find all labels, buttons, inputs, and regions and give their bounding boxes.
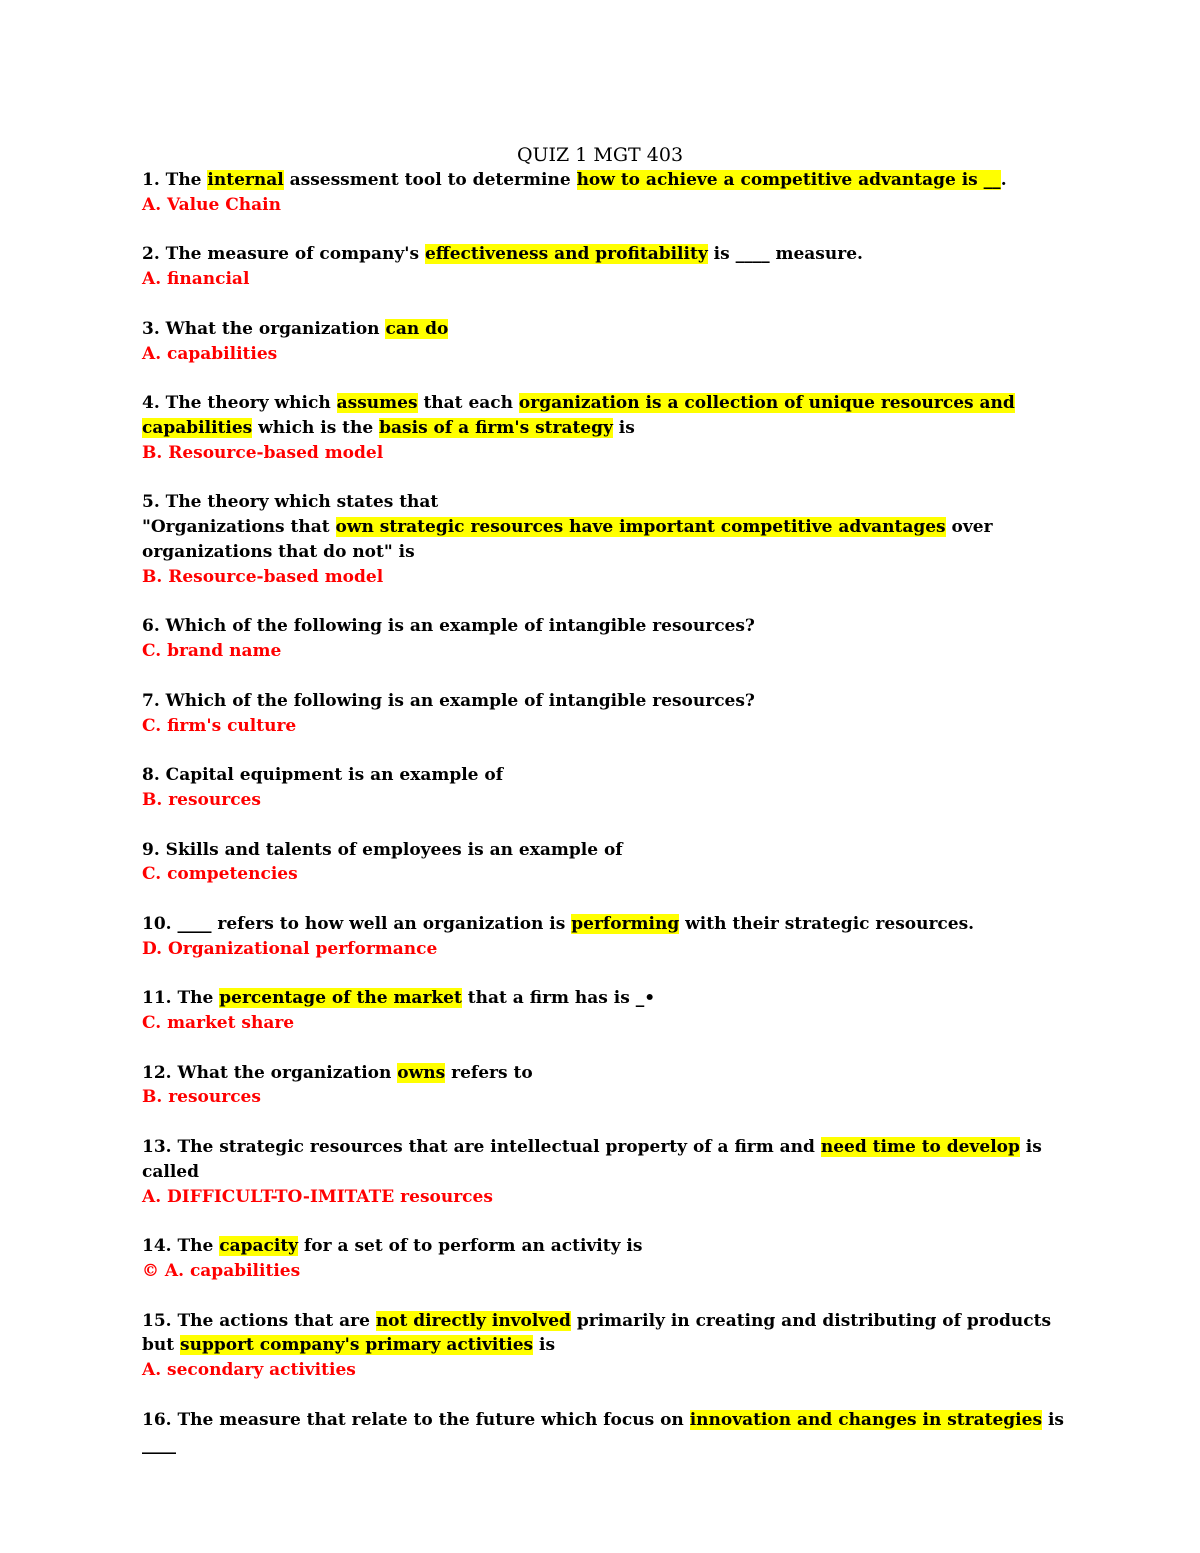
question-text (142, 689, 1082, 714)
page-title: QUIZ 1 MGT 403 (516, 144, 684, 166)
question-text-segment: . (1000, 170, 1007, 190)
question-text (142, 614, 1082, 639)
highlighted-phrase: organization is a collection of unique resources and capabilities (142, 393, 1015, 438)
answer-text: B. resources (142, 1087, 261, 1108)
quiz-question (142, 1309, 1082, 1383)
question-text-segment: that a firm has is _• (461, 988, 656, 1009)
quiz-question (142, 614, 1082, 664)
question-text-segment: 13. The strategic resources that are intellectual property of a firm and (142, 1137, 821, 1158)
question-text-segment: over organizations that do not" is (142, 517, 993, 562)
highlighted-phrase: basis of a firm's strategy (379, 417, 613, 438)
question-text (142, 1309, 1082, 1359)
highlighted-phrase: effectiveness and profitability (424, 244, 708, 265)
question-text-segment: 9. Skills and talents of employees is an example of (142, 839, 623, 860)
quiz-question (142, 242, 1082, 292)
answer-text: © A. capabilities (142, 1261, 301, 1282)
answer-text: A. capabilities (142, 343, 278, 364)
question-text (142, 1061, 1082, 1086)
quiz-question (142, 490, 1082, 589)
question-text-segment: 2. The measure of company's (142, 244, 425, 265)
highlighted-phrase: how to achieve a competitive advantage is __ (576, 170, 1001, 190)
answer-text: C. firm's culture (142, 715, 297, 736)
highlighted-phrase: support company's primary activities (180, 1335, 534, 1356)
answer-text: B. Resource-based model (142, 442, 384, 463)
question-text-segment: is ____ measure. (707, 244, 863, 265)
quiz-question (142, 1135, 1082, 1209)
question-text-segment: 16. The measure that relate to the future which focus on (142, 1409, 690, 1430)
question-text-segment: 5. The theory which states that (142, 492, 439, 513)
question-text (142, 912, 1082, 937)
highlighted-phrase: need time to develop (820, 1137, 1020, 1158)
highlighted-phrase: assumes (336, 393, 418, 414)
question-text-segment: 14. The (142, 1236, 220, 1257)
question-text-segment: 4. The theory which (142, 393, 337, 414)
question-text (142, 317, 1082, 342)
quiz-question (142, 838, 1082, 888)
quiz-question (142, 1061, 1082, 1111)
answer-text: A. DIFFICULT-TO-IMITATE resources (142, 1186, 493, 1207)
answer-text: A. financial (142, 269, 250, 290)
quiz-question (142, 986, 1082, 1036)
answer-text: B. resources (142, 789, 261, 810)
quiz-question (142, 763, 1082, 813)
question-text (142, 1234, 1082, 1259)
question-text-segment: is called (142, 1137, 1042, 1182)
quiz-question (142, 1408, 1082, 1458)
highlighted-phrase: percentage of the market (219, 988, 462, 1009)
question-text-segment: 6. Which of the following is an example of intangible resources? (142, 616, 755, 637)
highlighted-phrase: own strategic resources have important competitive advantages (335, 517, 946, 538)
question-text-segment: 12. What the organization (142, 1062, 398, 1083)
question-text (142, 242, 1082, 267)
question-text-segment: is ____ (142, 1409, 1064, 1455)
question-text-segment: 8. Capital equipment is an example of (142, 765, 504, 786)
question-text (142, 1408, 1082, 1458)
question-text-segment: is (533, 1335, 556, 1356)
answer-text: C. market share (142, 1013, 295, 1034)
answer-text: B. Resource-based model (142, 566, 384, 587)
question-text-segment: for a set of to perform an activity is (298, 1236, 643, 1257)
highlighted-phrase: internal (207, 170, 284, 190)
question-text-segment: 11. The (142, 988, 220, 1009)
question-text (142, 1135, 1082, 1185)
answer-text: C. competencies (142, 864, 298, 885)
question-text (142, 838, 1082, 863)
question-text (142, 763, 1082, 788)
quiz-list (142, 168, 1082, 1482)
quiz-question (142, 168, 1082, 218)
highlighted-phrase: not directly involved (375, 1310, 571, 1331)
answer-text: A. secondary activities (142, 1360, 356, 1381)
question-text-segment: "Organizations that (142, 517, 336, 538)
quiz-question (142, 1234, 1082, 1284)
highlighted-phrase: innovation and changes in strategies (689, 1409, 1043, 1430)
quiz-question (142, 689, 1082, 739)
question-text-segment: primarily in creating and distributing of products but (142, 1310, 1052, 1356)
question-text-segment: assessment tool to determine (283, 170, 577, 190)
highlighted-phrase: performing (571, 913, 680, 934)
highlighted-phrase: owns (397, 1062, 446, 1083)
question-text-segment: 15. The actions that are (142, 1310, 376, 1331)
question-text-segment: 3. What the organization (142, 318, 386, 339)
answer-text: C. brand name (142, 641, 282, 662)
quiz-question (142, 912, 1082, 962)
answer-text: A. Value Chain (142, 194, 281, 215)
question-text-segment: that each (417, 393, 519, 414)
question-text-segment: is (612, 417, 635, 438)
answer-text: D. Organizational performance (142, 938, 438, 959)
question-text-segment: which is the (252, 417, 380, 438)
question-text-segment: with their strategic resources. (679, 913, 975, 934)
question-text (142, 391, 1082, 441)
question-text-segment: refers to (445, 1062, 533, 1083)
question-text (142, 490, 1082, 564)
quiz-question (142, 317, 1082, 367)
highlighted-phrase: capacity (219, 1236, 299, 1257)
question-text (142, 168, 1082, 193)
highlighted-phrase: can do (385, 318, 449, 339)
question-text (142, 986, 1082, 1011)
question-text-segment: 1. The (142, 170, 208, 190)
quiz-question (142, 391, 1082, 465)
question-text-segment: 7. Which of the following is an example of intangible resources? (142, 690, 755, 711)
question-text-segment: 10. ____ refers to how well an organization is (142, 913, 572, 934)
